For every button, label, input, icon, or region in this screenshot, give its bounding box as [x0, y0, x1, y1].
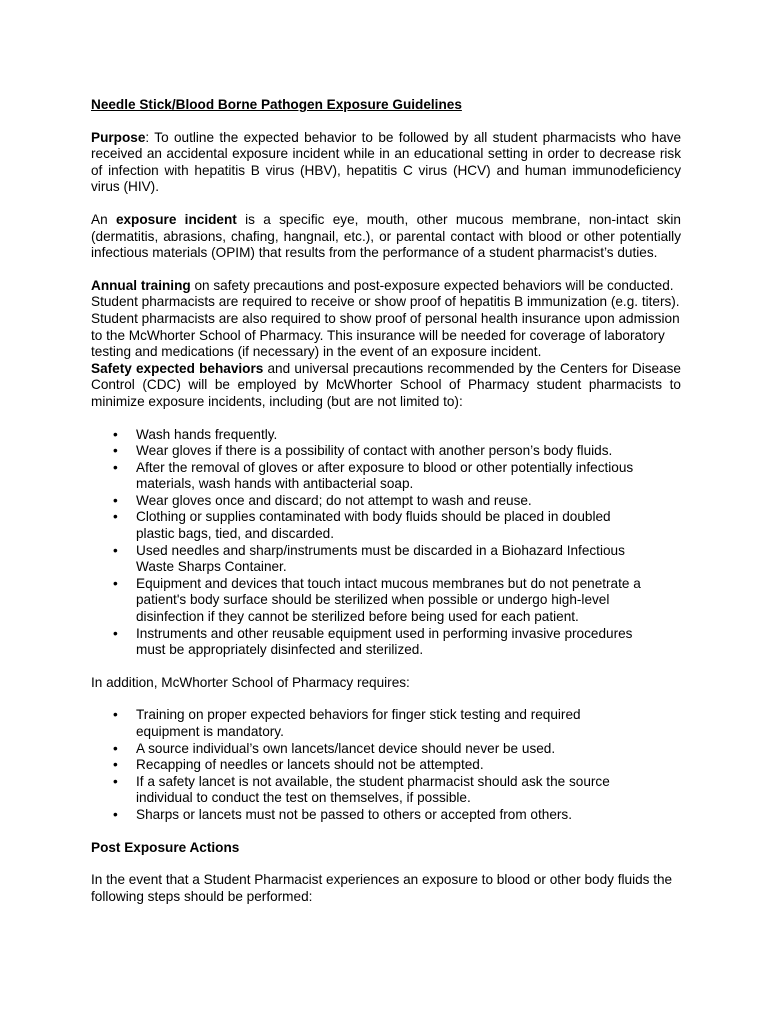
- purpose-label: Purpose: [91, 129, 146, 145]
- list-item-text: Instruments and other reusable equipment used in performing invasive procedures must be appropriately disinfected and sterilized.: [136, 625, 633, 658]
- list-item: [91, 757, 646, 774]
- document-title: Needle Stick/Blood Borne Pathogen Exposure Guidelines: [91, 97, 462, 112]
- annual-training-paragraph: [91, 278, 681, 361]
- post-exposure-paragraph: In the event that a Student Pharmacist experiences an exposure to blood or other body fluids the following steps should be performed:: [91, 872, 673, 904]
- bullet-icon: •: [113, 509, 118, 525]
- list-item-text: Training on proper expected behaviors for finger stick testing and required equipment is mandatory.: [136, 707, 581, 739]
- pharmacy-requirements-list: [91, 707, 681, 823]
- list-item-text: Wear gloves once and discard; do not attempt to wash and reuse.: [136, 492, 532, 508]
- list-item-text: After the removal of gloves or after exposure to blood or other potentially infectious materials, wash hands with antibacterial soap.: [136, 459, 634, 492]
- safety-precautions-list: [91, 427, 681, 659]
- bullet-icon: •: [113, 773, 118, 789]
- list-item: [91, 707, 646, 740]
- safety-behaviors-text: and universal precautions recommended by the Centers for Disease Control (CDC) will be employed by McWhorter School of Pharmacy student pharmacists to minimize exposure incidents, including (but are not limited to):: [91, 360, 681, 409]
- bullet-icon: •: [113, 757, 118, 773]
- list-item-text: If a safety lancet is not available, the student pharmacist should ask the source individual to conduct the test on themselves, if possible.: [136, 773, 610, 806]
- bullet-icon: •: [113, 459, 118, 475]
- document-page: [91, 97, 681, 905]
- exposure-incident-pre: An: [91, 211, 116, 227]
- list-item: [91, 543, 646, 576]
- list-item: [91, 626, 646, 659]
- bullet-icon: •: [113, 707, 118, 723]
- list-item-text: Wear gloves if there is a possibility of contact with another person’s body fluids.: [136, 443, 613, 459]
- exposure-incident-paragraph: [91, 212, 681, 262]
- list-item-text: Recapping of needles or lancets should not be attempted.: [136, 757, 484, 773]
- bullet-icon: •: [113, 542, 118, 558]
- list-item: [91, 493, 646, 510]
- bullet-icon: •: [113, 426, 118, 442]
- bullet-icon: •: [113, 492, 118, 508]
- safety-behaviors-paragraph: [91, 361, 681, 411]
- addition-intro: In addition, McWhorter School of Pharmacy requires:: [91, 674, 410, 690]
- list-item: [91, 460, 646, 493]
- list-item-text: Equipment and devices that touch intact mucous membranes but do not penetrate a patient's body surface should be sterilized when possible or undergo high-level disinfection if they cannot be sterilized before being used for each patient.: [136, 575, 641, 625]
- list-item-text: Used needles and sharp/instruments must be discarded in a Biohazard Infectious Waste Sharps Container.: [136, 542, 625, 575]
- purpose-paragraph: [91, 130, 681, 196]
- safety-behaviors-term: Safety expected behaviors: [91, 360, 264, 376]
- annual-training-text: on safety precautions and post-exposure expected behaviors will be conducted. Student pharmacists are required to receive or show proof of hepatitis B immunization (e.g. titers). Student pharmacists are also required to show proof of personal health insurance upon admission to the McWhorter School of Pharmacy. This insurance will be needed for coverage of laboratory testing and medications (if necessary) in the event of an exposure incident.: [91, 277, 680, 360]
- exposure-incident-text: is a specific eye, mouth, other mucous membrane, non-intact skin (dermatitis, abrasions, chafing, hangnail, etc.), or parental contact with blood or other potentially infectious materials (OPIM) that results from the performance of a student pharmacist’s duties.: [91, 211, 681, 261]
- list-item: [91, 427, 646, 444]
- list-item-text: Wash hands frequently.: [136, 426, 278, 442]
- list-item: [91, 807, 646, 824]
- purpose-text: : To outline the expected behavior to be followed by all student pharmacists who have received an accidental exposure incident while in an educational setting in order to decrease risk of infection with hepatitis B virus (HBV), hepatitis C virus (HCV) and human immunodeficiency virus (HIV).: [91, 129, 681, 195]
- bullet-icon: •: [113, 806, 118, 822]
- list-item-text: Clothing or supplies contaminated with body fluids should be placed in doubled plastic bags, tied, and discarded.: [136, 509, 611, 542]
- exposure-incident-term: exposure incident: [115, 211, 237, 227]
- bullet-icon: •: [113, 443, 118, 459]
- list-item: [91, 576, 646, 626]
- post-exposure-heading: Post Exposure Actions: [91, 839, 240, 855]
- list-item-text: Sharps or lancets must not be passed to others or accepted from others.: [136, 806, 572, 822]
- list-item: [91, 774, 646, 807]
- list-item: [91, 741, 646, 758]
- bullet-icon: •: [113, 625, 118, 641]
- list-item-text: A source individual’s own lancets/lancet device should never be used.: [136, 740, 556, 756]
- list-item: [91, 509, 646, 542]
- list-item: [91, 443, 646, 460]
- bullet-icon: •: [113, 740, 118, 756]
- bullet-icon: •: [113, 575, 118, 591]
- annual-training-term: Annual training: [91, 277, 191, 293]
